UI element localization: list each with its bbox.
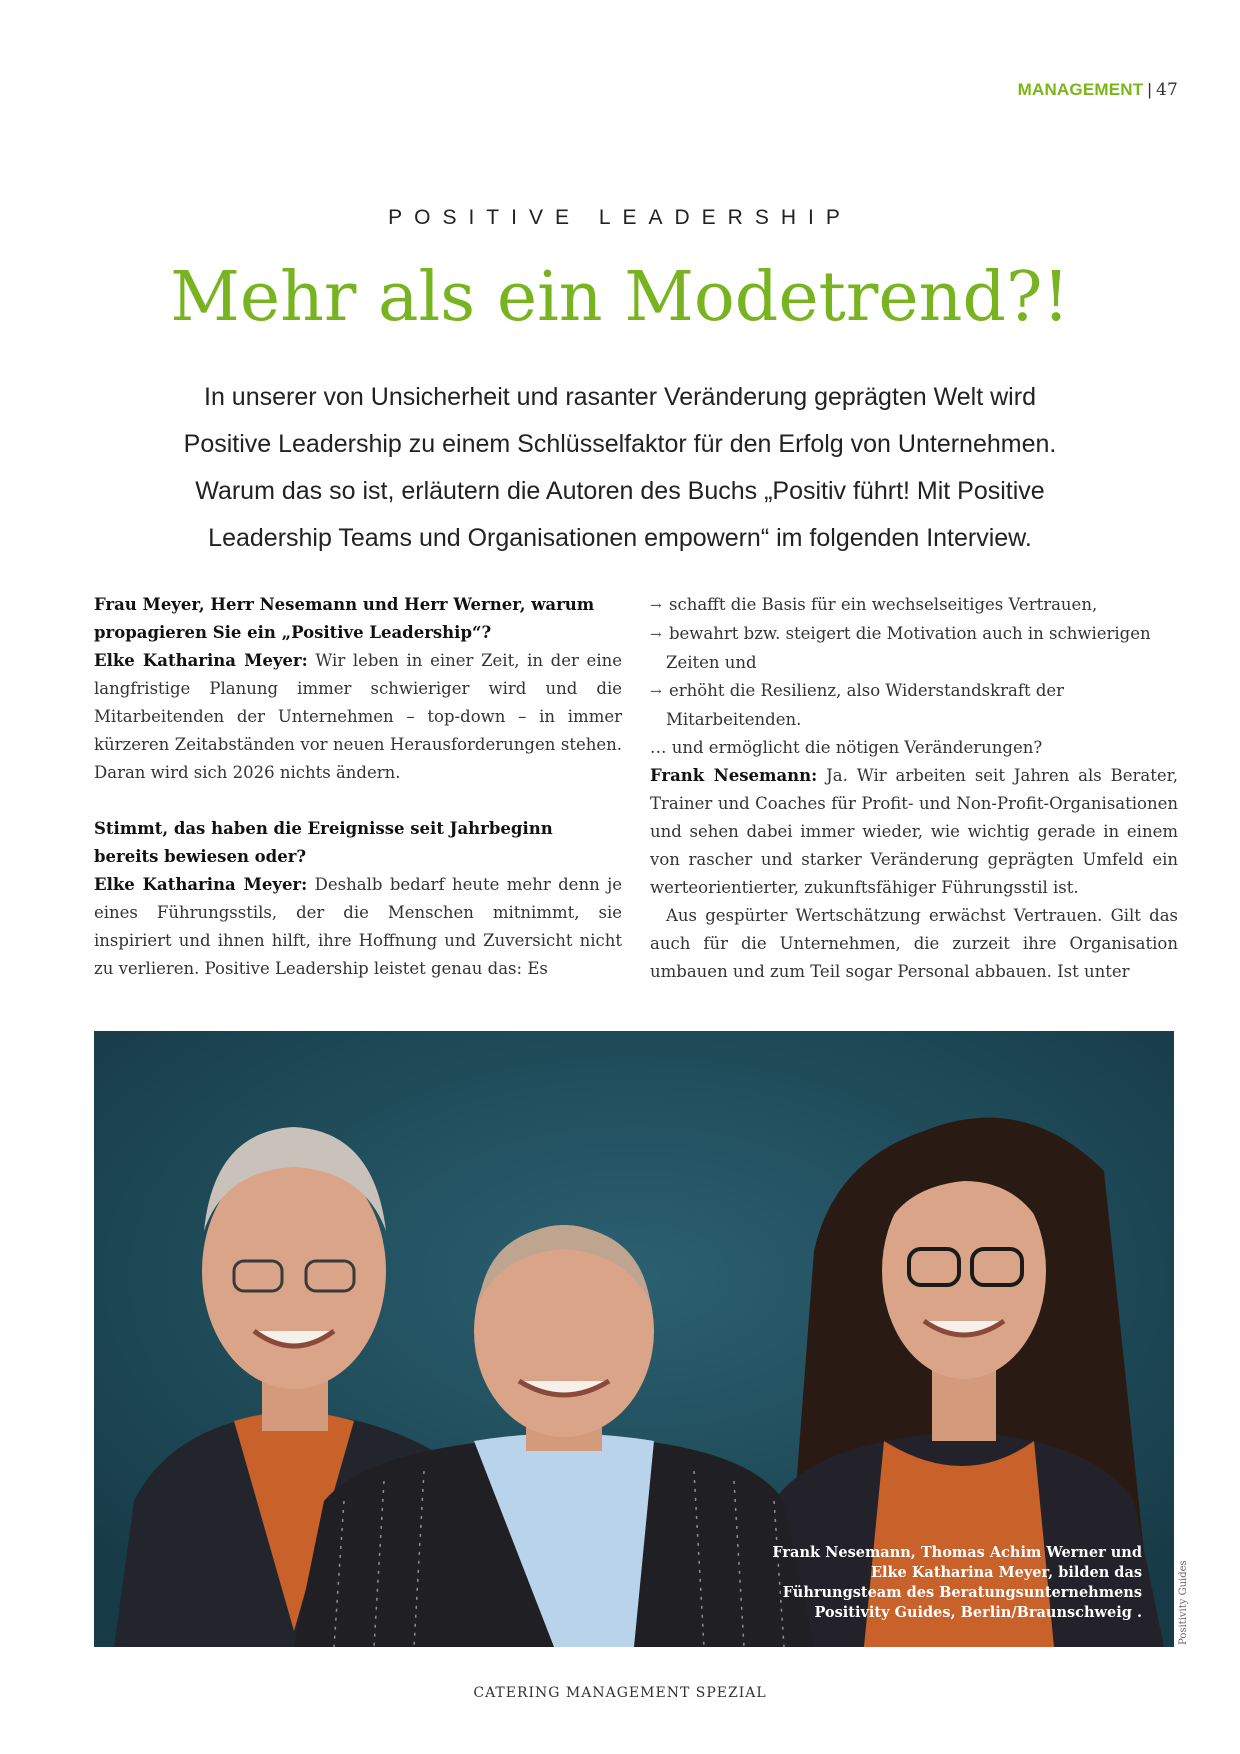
header-separator: |	[1147, 80, 1152, 99]
bullet-item	[650, 591, 1178, 620]
answer-1	[94, 647, 622, 787]
arrow-icon: →	[650, 598, 662, 614]
answer-3-paragraph-2: Aus gespürter Wertschätzung erwächst Vertrauen. Gilt das auch für die Unternehmen, die zurzeit ihre Organisation umbauen und zum Teil sogar Personal abbauen. Ist unter	[650, 906, 1178, 981]
answer-3	[650, 762, 1178, 902]
answer-2-speaker: Elke Katharina Meyer:	[94, 875, 308, 894]
answer-1-text: Wir leben in einer Zeit, in der eine langfristige Planung immer schwieriger wird und die Mitarbeitenden der Unternehmen – top-down – in immer kürzeren Zeitabständen vor neuen Herausforderungen stehen. Daran wird sich 2026 nichts ändern.	[94, 651, 622, 782]
question-2: Stimmt, das haben die Ereignisse seit Jahrbeginn bereits bewiesen oder?	[94, 819, 553, 866]
section-label: MANAGEMENT	[1017, 80, 1144, 99]
question-3: … und ermöglicht die nötigen Veränderungen?	[650, 738, 1043, 757]
answer-2	[94, 871, 622, 983]
arrow-icon: →	[650, 684, 662, 700]
bullet-item	[650, 620, 1178, 677]
photo-credit: Positivity Guides	[1178, 1560, 1189, 1645]
arrow-icon: →	[650, 627, 662, 643]
question-1: Frau Meyer, Herr Nesemann und Herr Werner, warum propagieren Sie ein „Positive Leadership“?	[94, 595, 595, 642]
right-column	[650, 591, 1178, 986]
bullet-text: erhöht die Resilienz, also Widerstandskraft der Mitarbeitenden.	[666, 681, 1065, 729]
answer-2-text: Deshalb bedarf heute mehr denn je eines Führungsstils, der die Menschen mitnimmt, sie inspiriert und ihnen hilft, ihre Hoffnung und Zuversicht nicht zu verlieren. Positive Leadership leistet genau das: Es	[94, 875, 622, 978]
bullet-text: bewahrt bzw. steigert die Motivation auch in schwierigen Zeiten und	[666, 624, 1151, 672]
bullet-text: schafft die Basis für ein wechselseitiges Vertrauen,	[668, 595, 1098, 614]
left-column	[94, 591, 622, 983]
answer-1-speaker: Elke Katharina Meyer:	[94, 651, 308, 670]
photo-caption: Frank Nesemann, Thomas Achim Werner und Elke Katharina Meyer, bilden das Führungsteam des Beratungsunternehmens Positivity Guides, Berlin/Braunschweig .	[772, 1544, 1142, 1621]
running-header	[1018, 80, 1178, 100]
answer-3-text: Ja. Wir arbeiten seit Jahren als Berater, Trainer und Coaches für Profit- und Non-Profit-Organisationen und sehen dabei immer wieder, wie wichtig gerade in einem von rascher und starker Veränderung geprägten Umfeld ein werteorientierter, zukunftsfähiger Führungsstil ist.	[650, 766, 1178, 897]
footer: CATERING MANAGEMENT SPEZIAL	[473, 1685, 767, 1701]
team-photo	[94, 1031, 1174, 1647]
page-number: 47	[1155, 80, 1178, 100]
article-lead: In unserer von Unsicherheit und rasanter Veränderung geprägten Welt wird Positive Leadership zu einem Schlüsselfaktor für den Erfolg von Unternehmen. Warum das so ist, erläutern die Autoren des Buchs „Positiv führt! Mit Positive Leadership Teams und Organisationen empowern“ im folgenden Interview.	[183, 383, 1057, 552]
paragraph-gap	[94, 787, 622, 815]
bullet-item	[650, 677, 1178, 734]
article-title: Mehr als ein Modetrend?!	[170, 258, 1070, 337]
kicker: POSITIVE LEADERSHIP	[388, 206, 852, 229]
answer-3-speaker: Frank Nesemann:	[650, 766, 818, 785]
